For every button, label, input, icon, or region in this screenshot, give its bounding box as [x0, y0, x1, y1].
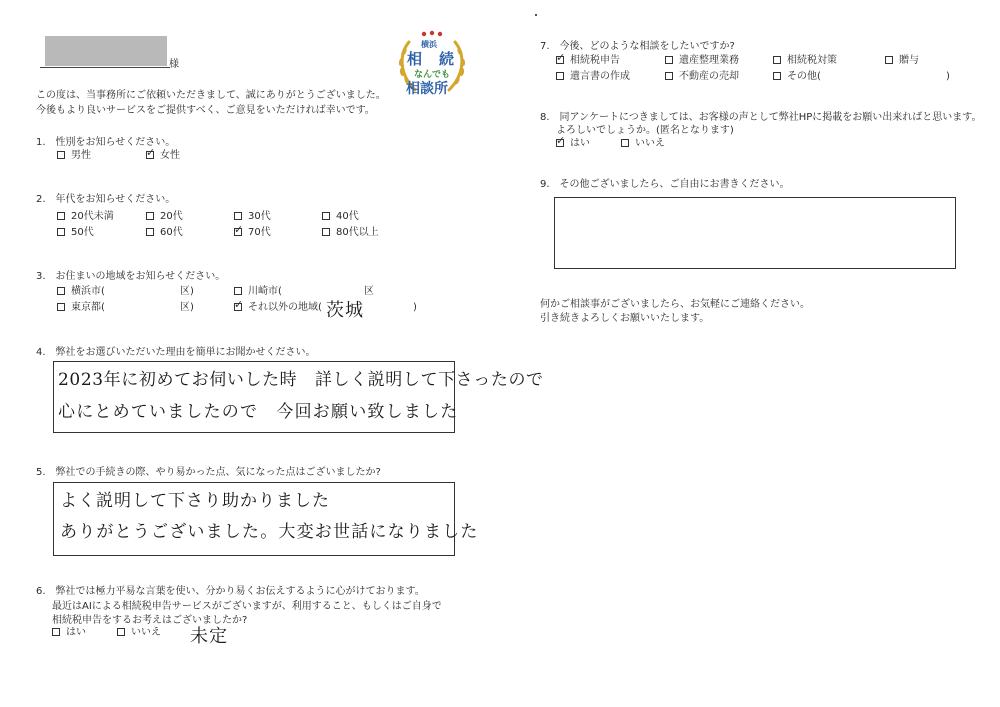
footer-line-1: 何かご相談事がございましたら、お気軽にご連絡ください。 — [540, 299, 810, 310]
checkbox[interactable] — [621, 139, 629, 147]
logo-text-left: 相 — [407, 50, 423, 68]
q6-title: 6. 弊社では極力平易な言葉を使い、分かり易くお伝えするように心がけております。 — [36, 586, 425, 597]
checkbox[interactable] — [52, 628, 60, 636]
q9-answer-box[interactable] — [554, 197, 956, 269]
q7-option-tax-return[interactable]: ✓相続税申告 — [556, 55, 620, 67]
q2-option-70s[interactable]: ✓ 70代 — [234, 227, 271, 239]
checkbox[interactable] — [234, 287, 242, 295]
q6-line-2: 最近はAIによる相続税申告サービスがございますが、利用すること、もしくはご自身で — [52, 601, 442, 612]
q8-option-no[interactable]: いいえ — [621, 138, 665, 150]
q2-option-under20[interactable]: 20代未満 — [57, 211, 114, 223]
q6-line-3: 相続税申告をするお考えはございましたか? — [52, 615, 248, 626]
q5-answer-line-1: よく説明して下さり助かりました — [60, 491, 330, 511]
q3-option-tokyo[interactable]: 東京都( — [57, 302, 105, 314]
q3-other-close: ) — [413, 302, 417, 313]
q6-option-no[interactable]: いいえ — [117, 627, 161, 639]
q3-title: 3. お住まいの地域をお知らせください。 — [36, 271, 226, 282]
q7-option-tax-plan[interactable]: 相続税対策 — [773, 55, 837, 67]
q8-option-yes[interactable]: ✓はい — [556, 138, 590, 150]
q4-title: 4. 弊社をお選びいただいた理由を簡単にお聞かせください。 — [36, 347, 316, 358]
checkbox[interactable] — [665, 72, 673, 80]
q2-option-50s[interactable]: 50代 — [57, 227, 94, 239]
checkbox-checked[interactable] — [234, 228, 242, 236]
q1-option-female[interactable]: ✓ 女性 — [146, 150, 180, 162]
q3-option-yokohama[interactable]: 横浜市( — [57, 286, 105, 298]
checkbox[interactable] — [117, 628, 125, 636]
q8-title: 8. 同アンケートにつきましては、お客様の声として弊社HPに掲載をお願い出来ればと思います。 — [540, 112, 982, 123]
q3-kawasaki-ku: 区 — [364, 286, 374, 297]
checkbox[interactable] — [665, 56, 673, 64]
q3-tokyo-ku: 区) — [180, 302, 194, 313]
checkbox-checked[interactable] — [146, 151, 154, 159]
checkbox[interactable] — [885, 56, 893, 64]
q3-option-kawasaki[interactable]: 川崎市( — [234, 286, 282, 298]
q6-handwritten-note: 未定 — [190, 626, 228, 647]
q7-option-estate[interactable]: 遺産整理業務 — [665, 55, 739, 67]
intro-line-2: 今後もより良いサービスをご提供すべく、ご意見をいただければ幸いです。 — [36, 105, 375, 116]
q2-option-20s[interactable]: 20代 — [146, 211, 183, 223]
checkbox[interactable] — [234, 212, 242, 220]
q7-option-will[interactable]: 遺言書の作成 — [556, 71, 630, 83]
checkbox[interactable] — [773, 72, 781, 80]
name-underline — [40, 67, 170, 68]
q4-answer-line-2: 心にとめていましたので 今回お願い致しました — [58, 402, 459, 422]
honorific: 様 — [169, 59, 179, 70]
checkbox[interactable] — [322, 212, 330, 220]
company-logo — [393, 30, 471, 98]
logo-text-bottom: 相談所 — [406, 81, 448, 97]
checkbox[interactable] — [57, 303, 65, 311]
checkbox[interactable] — [146, 228, 154, 236]
q1-option-male[interactable]: 男性 — [57, 150, 91, 162]
checkbox[interactable] — [57, 151, 65, 159]
checkbox[interactable] — [57, 228, 65, 236]
top-mark — [535, 14, 537, 16]
intro-line-1: この度は、当事務所にご依頼いただきまして、誠にありがとうございました。 — [36, 90, 386, 101]
q4-answer-line-1: 2023年に初めてお伺いした時 詳しく説明して下さったので — [58, 370, 544, 390]
q5-answer-line-2: ありがとうございました。大変お世話になりました — [60, 522, 479, 542]
checkbox[interactable] — [146, 212, 154, 220]
checkbox[interactable] — [322, 228, 330, 236]
checkbox-checked[interactable] — [556, 56, 564, 64]
q7-option-gift[interactable]: 贈与 — [885, 55, 919, 67]
q7-other-close: ) — [946, 71, 950, 82]
q3-other-answer: 茨城 — [326, 300, 364, 321]
q6-option-yes[interactable]: はい — [52, 627, 86, 639]
checkbox-checked[interactable] — [556, 139, 564, 147]
checkbox[interactable] — [57, 287, 65, 295]
checkbox[interactable] — [556, 72, 564, 80]
q7-option-other[interactable]: その他( — [773, 71, 821, 83]
q2-title: 2. 年代をお知らせください。 — [36, 194, 176, 205]
q2-option-30s[interactable]: 30代 — [234, 211, 271, 223]
checkbox[interactable] — [773, 56, 781, 64]
q2-option-60s[interactable]: 60代 — [146, 227, 183, 239]
footer-line-2: 引き続きよろしくお願いいたします。 — [540, 313, 710, 324]
logo-text-top: 横浜 — [421, 40, 437, 49]
q5-title: 5. 弊社での手続きの際、やり易かった点、気になった点はございましたか? — [36, 467, 381, 478]
checkbox-checked[interactable] — [234, 303, 242, 311]
redacted-name — [45, 36, 167, 66]
q7-title: 7. 今後、どのような相談をしたいですか? — [540, 41, 735, 52]
q7-option-real-estate[interactable]: 不動産の売却 — [665, 71, 739, 83]
q1-title: 1. 性別をお知らせください。 — [36, 137, 176, 148]
logo-text-middle: なんでも — [414, 70, 451, 80]
q9-title: 9. その他ございましたら、ご自由にお書きください。 — [540, 179, 790, 190]
logo-text-right: 続 — [439, 50, 455, 68]
q2-option-40s[interactable]: 40代 — [322, 211, 359, 223]
checkbox[interactable] — [57, 212, 65, 220]
q2-option-80plus[interactable]: 80代以上 — [322, 227, 379, 239]
q3-option-other[interactable]: ✓ それ以外の地域( — [234, 302, 322, 314]
q3-yokohama-ku: 区) — [180, 286, 194, 297]
q8-line-2: よろしいでしょうか。(匿名となります) — [556, 125, 734, 136]
